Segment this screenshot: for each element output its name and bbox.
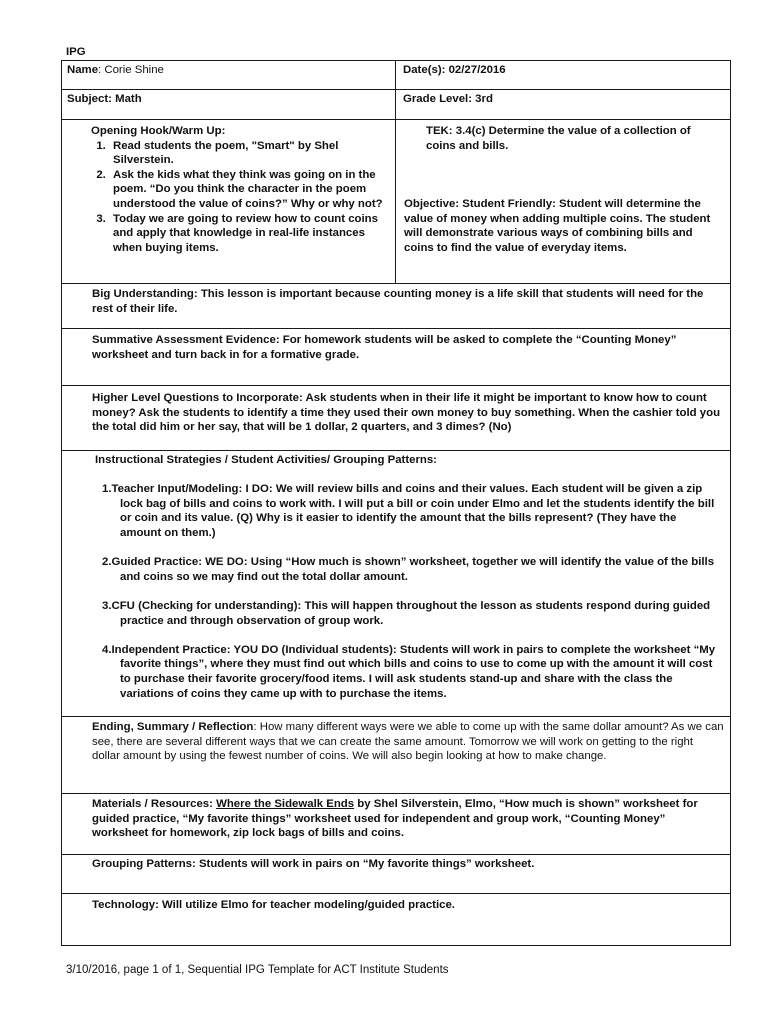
dates: Date(s): 02/27/2016 bbox=[403, 64, 506, 76]
name-cell bbox=[61, 60, 396, 90]
grouping-patterns: Grouping Patterns: Students will work in pairs on “My favorite things” worksheet. bbox=[92, 858, 535, 870]
tek: TEK: 3.4(c) Determine the value of a collection of coins and bills. bbox=[426, 125, 691, 152]
strategy-item: 3.CFU (Checking for understanding): This will happen throughout the lesson as students respond during guided practice and through observation of group work. bbox=[102, 599, 711, 627]
hook-cell bbox=[61, 119, 396, 284]
higher-level-cell bbox=[61, 385, 731, 451]
name-value: : Corie Shine bbox=[98, 64, 164, 76]
grade-level: Grade Level: 3rd bbox=[403, 93, 493, 105]
higher-level-questions: Higher Level Questions to Incorporate: Ask students when in their life it might be important to know how to count money? Ask the students to identify a time they used their own money to buy something. When the cashier told you the total did him or her say, that will be 1 dollar, 2 quarters, and 3 dimes? (No) bbox=[92, 392, 721, 434]
hook-item: 3. Today we are going to review how to count coins and apply that knowledge in real-life instances when buying items. bbox=[109, 212, 391, 256]
materials-book-title: Where the Sidewalk Ends bbox=[216, 798, 355, 810]
strategies-heading: Instructional Strategies / Student Activities/ Grouping Patterns: bbox=[95, 454, 437, 466]
materials-prefix: Materials / Resources: bbox=[92, 798, 217, 810]
strategies-list bbox=[62, 482, 730, 701]
technology-cell bbox=[61, 893, 731, 946]
hook-item: 1. Read students the poem, "Smart" by Shel Silverstein. bbox=[109, 139, 391, 168]
materials-cell bbox=[61, 793, 731, 855]
ending-cell bbox=[61, 716, 731, 794]
objective: Objective: Student Friendly: Student will determine the value of money when adding multiple coins. The student will demonstrate various ways of combining bills and coins to find the value of everyday items. bbox=[404, 198, 711, 254]
subject: Subject: Math bbox=[67, 93, 142, 105]
strategies-cell bbox=[61, 450, 731, 717]
grouping-cell bbox=[61, 854, 731, 894]
strategy-item: 2.Guided Practice: WE DO: Using “How much is shown” worksheet, together we will identify the value of the bills and coins so we may find out the total dollar amount. bbox=[102, 556, 715, 583]
materials-rest: by Shel Silverstein, Elmo, “How much is shown” worksheet for guided practice, “My favorite things” worksheet used for independent and group work, “Counting Money” worksheet for homework, zip lock bags of bills and coins. bbox=[92, 798, 698, 840]
strategy-item: 4.Independent Practice: YOU DO (Individual students): Students will work in pairs to complete the worksheet “My favorite things”, where they must find out which bills and coins to use to come up with the amount it will cost to purchase their favorite grocery/food items. I will ask students stand-up and share with the class the variations of coins they came up with to purchase the items. bbox=[102, 643, 716, 700]
grade-cell bbox=[395, 89, 731, 120]
document-title: IPG bbox=[66, 46, 86, 58]
ending-label: Ending, Summary / Reflection bbox=[92, 721, 254, 733]
ending-text: : How many different ways were we able to come up with the same dollar amount? As we can see, there are several different ways that we can create the same amount. Tomorrow we will work on getting to the right dollar amount by using the fewest number of coins. We will also begin looking at how to make change. bbox=[92, 721, 724, 763]
page-footer: 3/10/2016, page 1 of 1, Sequential IPG Template for ACT Institute Students bbox=[66, 964, 449, 976]
tek-objective-cell bbox=[395, 119, 731, 284]
dates-cell bbox=[395, 60, 731, 90]
hook-item: 2. Ask the kids what they think was going on in the poem. “Do you think the character in the poem understood the value of coins?” Why or why not? bbox=[109, 168, 391, 212]
name-label: Name bbox=[67, 64, 99, 76]
subject-cell bbox=[61, 89, 396, 120]
summative-cell bbox=[61, 328, 731, 386]
summative-assessment: Summative Assessment Evidence: For homework students will be asked to complete the “Counting Money” worksheet and turn back in for a formative grade. bbox=[92, 334, 677, 361]
big-understanding-cell bbox=[61, 283, 731, 329]
big-understanding: Big Understanding: This lesson is important because counting money is a life skill that students will need for the rest of their life. bbox=[92, 288, 704, 315]
hook-list bbox=[62, 139, 395, 256]
technology: Technology: Will utilize Elmo for teacher modeling/guided practice. bbox=[92, 899, 455, 911]
strategy-item: 1.Teacher Input/Modeling: I DO: We will review bills and coins and their values. Each student will be given a zip lock bag of bills and coins to work with. I will put a bill or coin under Elmo and let the students identify the bill or coin and its value. (Q) Why is it easier to identify the amount that the bills represent? (They have the amount on them.) bbox=[102, 483, 715, 539]
hook-heading: Opening Hook/Warm Up: bbox=[91, 125, 226, 137]
